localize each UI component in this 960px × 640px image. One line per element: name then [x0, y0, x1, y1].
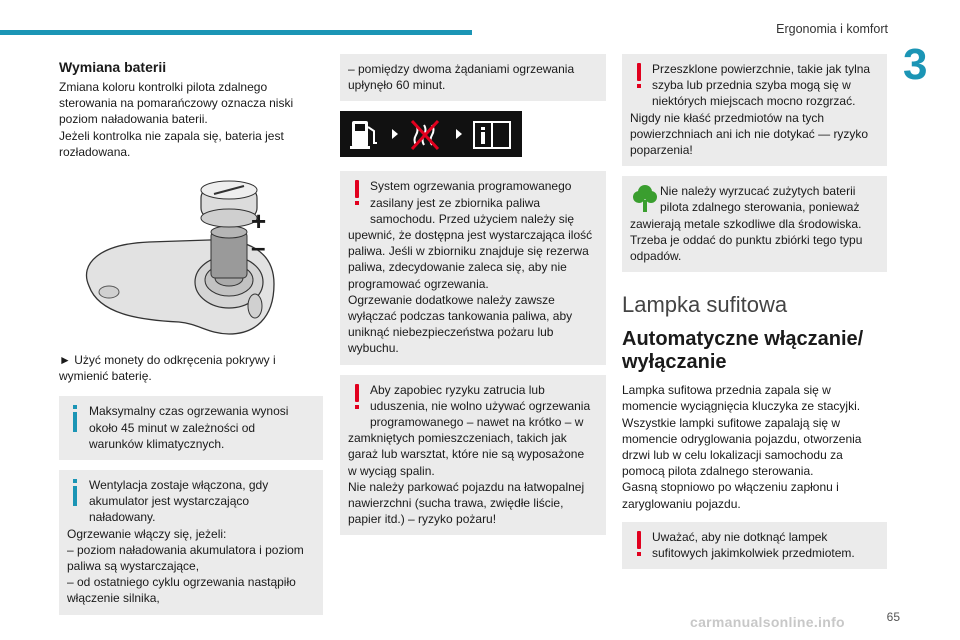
text-line: paliwa. Jeśli w zbiorniku znajduje się rezerwa [348, 244, 589, 259]
column-3 [622, 54, 887, 579]
info-icon [67, 477, 89, 511]
text-line: wyłączać podczas tankowania paliwa, aby [348, 309, 573, 324]
text-line: Lampka sufitowa przednia zapala się w [622, 383, 831, 398]
text-line: około 45 minut w zależności od [89, 420, 256, 435]
text-line: warunków klimatycznych. [89, 436, 225, 451]
text-line: Uważać, aby nie dotknąć lampek [652, 529, 828, 544]
text-line: zasilany jest ze zbiornika paliwa [370, 195, 541, 210]
text-line: Nigdy nie kłaść przedmiotów na tych [630, 110, 825, 125]
text-line: programować ogrzewania. [348, 276, 489, 291]
text-line: wybuchu. [348, 341, 399, 356]
text-line: ► Użyć monety do odkręcenia pokrywy i [59, 353, 276, 368]
minus-sign: – [251, 232, 266, 263]
text-line: naładowany. [89, 510, 156, 525]
text-line: uniknąć niebezpieczeństwa pożaru lub [348, 325, 554, 340]
info-box-ventilation [59, 470, 323, 615]
subsection-title-auto [622, 328, 887, 374]
text-line: wymienić baterię. [59, 369, 152, 384]
text-line: poparzenia! [630, 143, 693, 158]
chapter-title: Ergonomia i komfort [776, 22, 888, 36]
text-line: sterowania na pomarańczowy oznacza niski [59, 96, 294, 111]
text-line: Maksymalny czas ogrzewania wynosi [89, 404, 289, 419]
text-line: poziom naładowania baterii. [59, 112, 208, 127]
text-line: niektórych miejscach mocno rozgrzać. [652, 94, 856, 109]
info-icon [67, 403, 89, 437]
warning-icon [630, 61, 652, 95]
text-line: paliwa, zdecydowanie zaleca się, aby nie [348, 260, 567, 275]
text-line: drzwi lub w celu lokalizacji samochodu za [622, 448, 843, 463]
arrow-icon [456, 129, 462, 139]
fuel-heating-pictograms [340, 111, 522, 157]
warning-box-fuel [340, 171, 606, 364]
text-line: Wentylacja zostaje włączona, gdy [89, 478, 269, 493]
text-line: Wszystkie lampki sufitowe zapalają się w [622, 415, 841, 430]
remote-battery-illustration [59, 174, 323, 344]
text-line: Zmiana koloru kontrolki pilota zdalnego [59, 80, 268, 94]
coin-instruction [59, 352, 323, 384]
text-line: sufitowych jakimkolwiek przedmiotem. [652, 546, 855, 561]
arrow-icon [392, 129, 398, 139]
text-line: wyłączanie [622, 351, 727, 374]
chapter-number: 3 [903, 40, 928, 89]
manual-info-icon [474, 122, 510, 148]
text-line: Nie należy parkować pojazdu na łatwopalnej [348, 479, 585, 494]
text-line: – poziom naładowania akumulatora i poziom [67, 542, 304, 557]
ceiling-lamp-body [622, 382, 887, 512]
text-line: upewnić, że dostępna jest wystarczająca ilość [348, 228, 593, 243]
warning-icon [348, 178, 370, 212]
warning-box-glass [622, 54, 887, 166]
info-box-continued [340, 54, 606, 101]
plus-sign: + [251, 206, 267, 237]
page-number: 65 [886, 610, 900, 624]
text-line: paliwa są wystarczające, [67, 559, 200, 574]
text-line: zawierają metale szkodliwe dla środowiska. [630, 216, 862, 231]
text-line: System ogrzewania programowanego [370, 179, 572, 194]
text-line: pomocą pilota zdalnego sterowania. [622, 464, 814, 479]
warning-box-lamps [622, 522, 887, 569]
text-line: uduszenia, nie wolno używać ogrzewania [370, 398, 591, 413]
text-line: Ogrzewanie dodatkowe należy zawsze [348, 292, 555, 307]
header-accent-bar [0, 30, 472, 35]
text-line: Aby zapobiec ryzyku zatrucia lub [370, 382, 545, 397]
column-2 [340, 54, 606, 545]
text-line: Nie należy wyrzucać zużytych baterii [660, 184, 856, 199]
text-line: momencie odryglowania pojazdu, otworzenia [622, 431, 862, 446]
text-line: powierzchniach ani ich nie dotykać — ryzyko [630, 126, 869, 141]
warning-box-poisoning [340, 375, 606, 536]
eco-box-batteries [622, 176, 887, 272]
text-line: papier itd.) – ryzyko pożaru! [348, 512, 497, 527]
text-line: samochodu. Przed użyciem należy się [370, 211, 575, 226]
watermark: carmanualsonline.info [690, 614, 845, 630]
text-line: programowanego – nawet na krótko – w [370, 415, 584, 430]
text-line: włączenie silnika, [67, 591, 160, 606]
info-box-heating-time [59, 396, 323, 460]
text-line: Przeszklone powierzchnie, takie jak tylna [652, 62, 871, 76]
battery-intro [59, 79, 323, 160]
text-line: Ogrzewanie włączy się, jeżeli: [67, 526, 227, 541]
text-line: momencie wyciągnięcia kluczyka ze stacyjki. [622, 399, 861, 414]
warning-icon [630, 529, 652, 563]
text-line: garaż lub warsztat, które nie są wyposażone [348, 447, 585, 462]
text-line: – pomiędzy dwoma żądaniami ogrzewania [348, 62, 575, 76]
text-line: akumulator jest wystarczająco [89, 494, 250, 509]
text-line: w wyciąg spalin. [348, 463, 435, 478]
text-line: Trzeba je oddać do punktu zbiórki tego typu [630, 232, 863, 247]
remote-key-drawing [59, 174, 323, 344]
section-title-battery: Wymiana baterii [59, 59, 167, 75]
text-line: Automatyczne włączanie/ [622, 328, 864, 351]
text-line: zaryglowaniu pojazdu. [622, 496, 741, 511]
text-line: nawierzchni (sucha trawa, zwiędłe liście, [348, 496, 564, 511]
text-line: zamkniętych pomieszczeniach, takich jak [348, 431, 567, 446]
eco-tree-icon [630, 183, 660, 215]
text-line: – od ostatniego cyklu ogrzewania nastąpiło [67, 575, 296, 590]
text-line: rozładowana. [59, 144, 131, 159]
section-title-ceiling-lamp: Lampka sufitowa [622, 292, 788, 318]
pictogram-strip [340, 111, 522, 157]
text-line: odpadów. [630, 249, 682, 264]
text-line: szyba lub przednia szyba mogą się w [652, 78, 851, 93]
warning-icon [348, 382, 370, 416]
fuel-pump-icon [350, 121, 377, 149]
text-line: Gasną stopniowo po włączeniu zapłonu i [622, 480, 839, 495]
text-line: upłynęło 60 minut. [348, 78, 446, 93]
heater-off-icon [412, 121, 438, 149]
column-1 [59, 54, 323, 625]
text-line: Jeżeli kontrolka nie zapala się, bateria jest [59, 128, 284, 143]
text-line: pilota zdalnego sterowania, ponieważ [660, 200, 860, 215]
